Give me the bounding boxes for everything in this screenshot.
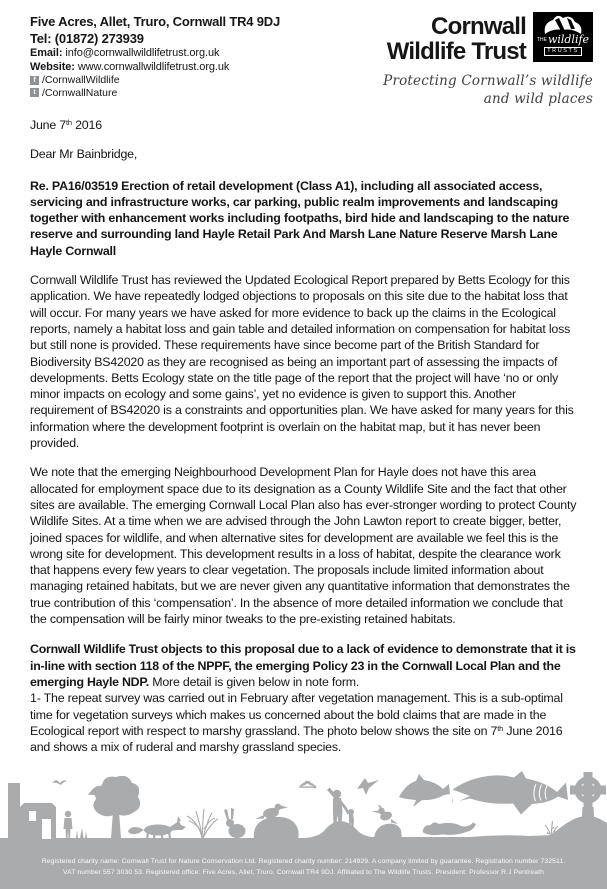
dragonfly-icon bbox=[299, 780, 316, 789]
registered-charity-text bbox=[0, 857, 607, 878]
badge-trusts-word: TRUSTS bbox=[544, 47, 582, 56]
charity-line-2: VAT number 557 3030 53. Registered office: Five Acres, Allet, Truro, Cornwall TR4 9DJ. Affiliated to The Wildlife Trusts. President: Professor R J Pentreath bbox=[63, 868, 544, 876]
wildlife-trusts-badge bbox=[533, 12, 593, 62]
website-value: www.cornwallwildlifetrust.org.uk bbox=[77, 60, 230, 73]
org-name bbox=[387, 12, 526, 64]
telephone-line: Tel: (01872) 273939 bbox=[30, 30, 144, 46]
swallow-icon bbox=[52, 780, 67, 785]
note-1: 1- The repeat survey was carried out in February after vegetation management. This is a sub-optimal time for vegetation surveys which makes us concerned about the bold claims that are made in the Ecological report with respect to marshy grassland. The photo below shows the site on 7th June 2016 and shows a mix of ruderal and marshy grassland species. bbox=[30, 691, 563, 755]
tern-icon bbox=[357, 778, 379, 795]
website-label: Website: bbox=[30, 60, 75, 73]
objection-bold-text: Cornwall Wildlife Trust objects to this proposal due to a lack of evidence to demonstrate that it is in-line with section 118 of the NPPF, the emerging Policy 23 in the Cornwall Local Plan and the emerging Hayle NDP. bbox=[30, 642, 576, 689]
badger-icon bbox=[542, 15, 584, 35]
website-line bbox=[30, 61, 280, 75]
paragraph-1: Cornwall Wildlife Trust has reviewed the Updated Ecological Report prepared by Betts Ecology for this application. We have repeatedly lodged objections to proposals on this site due to the habitat loss that will occur. For many years we have asked for more evidence to back up the claims in the Ecological reports, namely a habitat loss and gain table and detailed information on compensation for habitat loss but still none is provided. These requirements have since become part of the British Standard for Biodiversity BS42020 as they are recognised as being an important part of assessing the impacts of developments. Betts Ecology state on the title page of the report that the project will have ‘no or only minor impacts on ecology and some gains’, yet no evidence is given to support this. Another requirement of BS42020 is a constraints and opportunities plan. We have asked for many years for this information where the development footprint is overlain on the habitat map, but it has never been provided. bbox=[30, 273, 574, 451]
dolphin-silhouette bbox=[399, 774, 450, 807]
brand-block bbox=[383, 12, 593, 108]
shark-silhouette bbox=[451, 771, 568, 815]
crow-on-rock-silhouette bbox=[254, 804, 299, 839]
ground-silhouette bbox=[0, 816, 607, 889]
objection-paragraph bbox=[30, 641, 582, 690]
badge-the-word: THE bbox=[536, 37, 547, 43]
org-name-line1: Cornwall bbox=[431, 13, 526, 40]
badge-wildlife-word: THEwildlife bbox=[536, 33, 590, 46]
email-line bbox=[30, 47, 280, 61]
twitter-icon: t bbox=[30, 88, 39, 97]
tagline bbox=[383, 73, 593, 108]
charity-line-1: Registered charity name: Cornwall Trust for Nature Conservation Ltd. Registered charity number: 214929. A company limited by guarantee. Registration number 732511. bbox=[41, 858, 566, 865]
subject-line: Re. PA16/03519 Erection of retail development (Class A1), including all associated access, servicing and infrastructure works, car parking, public realm improvements and landscaping together with enhancement works including footpaths, bird hide and landscaping to the nature reserve and surrounding land Hayle Retail Park And Marsh Lane Nature Reserve Marsh Lane Hayle Cornwall bbox=[30, 178, 570, 258]
facebook-icon: f bbox=[30, 76, 39, 85]
facebook-line bbox=[30, 74, 280, 87]
person-silhouette bbox=[64, 811, 73, 838]
twitter-handle: /CornwallNature bbox=[42, 86, 118, 99]
email-value: info@cornwallwildlifetrust.org.uk bbox=[65, 47, 220, 59]
tagline-line2: and wild places bbox=[483, 90, 593, 107]
tagline-line1: Protecting Cornwall’s wildlife bbox=[383, 73, 593, 89]
footer-banner bbox=[0, 769, 607, 889]
bush-silhouette bbox=[187, 809, 218, 838]
letter-date: June 7th 2016 bbox=[30, 118, 102, 132]
fox-silhouette bbox=[128, 816, 186, 839]
contact-block bbox=[30, 12, 280, 108]
grass-tuft bbox=[76, 828, 87, 838]
adult-and-child-silhouette bbox=[327, 788, 354, 828]
engine-house-silhouette bbox=[8, 783, 56, 839]
hare-silhouette bbox=[224, 808, 246, 838]
twitter-line bbox=[30, 87, 280, 100]
org-name-line2: Wildlife Trust bbox=[386, 37, 526, 65]
letter-header bbox=[0, 0, 607, 108]
kingfisher-on-rock-silhouette bbox=[372, 804, 403, 839]
facebook-handle: /CornwallWildlife bbox=[42, 74, 120, 86]
letter-body bbox=[0, 117, 607, 755]
seal-silhouette bbox=[423, 823, 476, 836]
date-superscript: th bbox=[66, 118, 72, 127]
paragraph-2: We note that the emerging Neighbourhood Development Plan for Hayle does not have this area allocated for employment space due to its designation as a County Wildlife Site and the fact that other sites are available. The emerging Cornwall Local Plan also has ever-stronger wording to protect County Wildlife Sites. At a time when we are advised through the John Lawton report to create bigger, better, joined spaces for wildlife, and when alternative sites for development are available we feel this is the wrong site for development. This development results in a loss of habitat, despite the clearance work that happens every few years to clear vegetation. The proposals include limited information about managing retained habitats, but we are never given any quantitative information that demonstrates the true contribution of this ‘compensation’. In the absence of more detailed information we conclude that the compensation will be fairly minor tweaks to the pre-existing retained habitats. bbox=[30, 465, 577, 627]
note-date-superscript: th bbox=[497, 723, 504, 733]
address-line: Five Acres, Allet, Truro, Cornwall TR4 9DJ bbox=[30, 14, 280, 29]
email-label: Email: bbox=[30, 47, 63, 59]
objection-rest-text: More detail is given below in note form. bbox=[148, 674, 360, 689]
salutation: Dear Mr Bainbridge, bbox=[30, 147, 138, 162]
